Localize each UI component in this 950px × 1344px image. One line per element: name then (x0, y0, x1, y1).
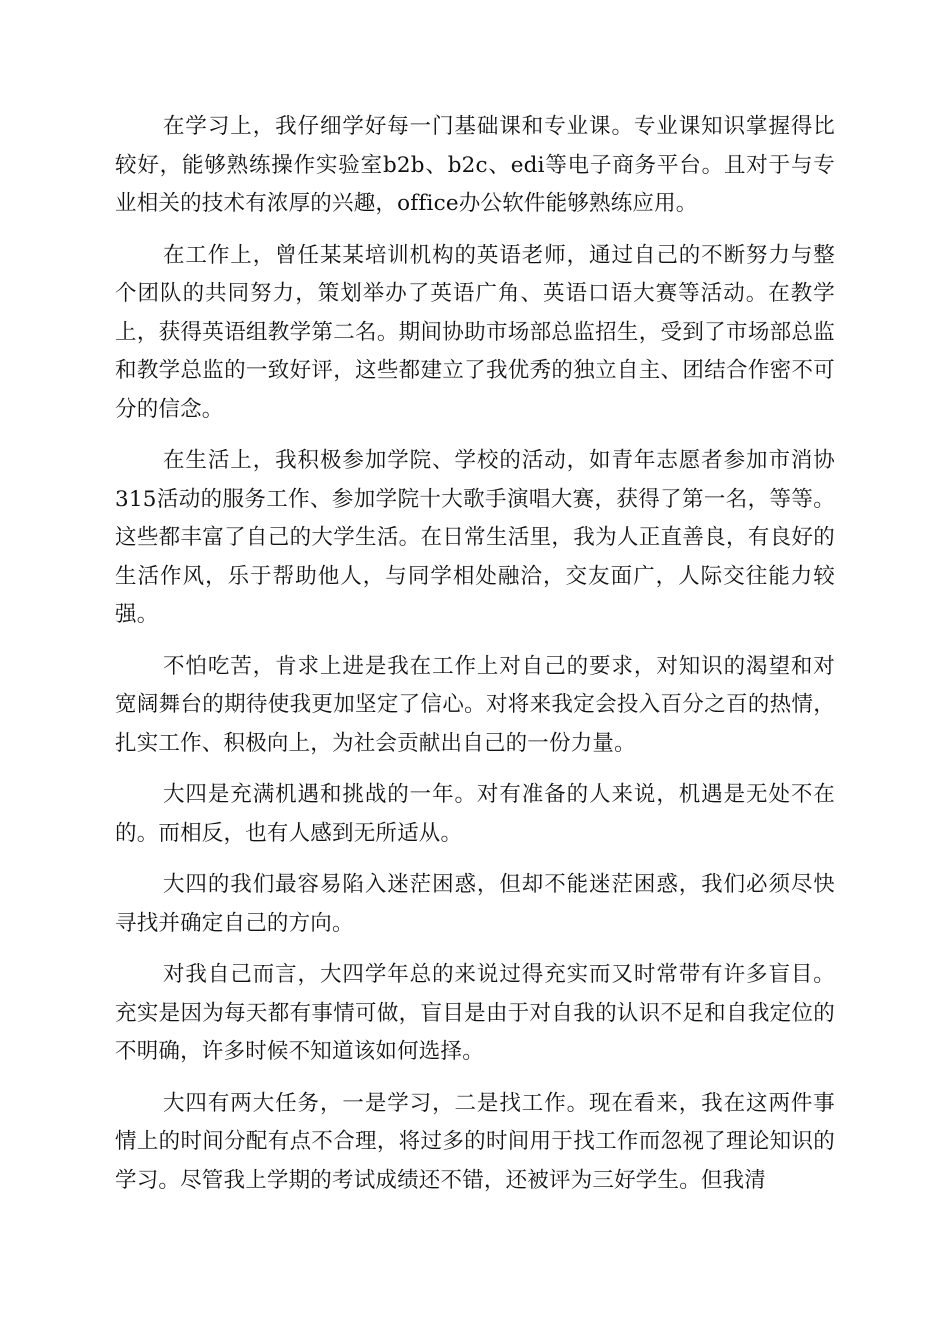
paragraph-work: 在工作上，曾任某某培训机构的英语老师，通过自己的不断努力与整个团队的共同努力，策划举办了英语广角、英语口语大赛等活动。在教学上，获得英语组教学第二名。期间协助市场部总监招生，受到了市场部总监和教学总监的一致好评，这些都建立了我优秀的独立自主、团结合作密不可分的信念。 (115, 242, 835, 422)
paragraph-senior-year-opportunity: 大四是充满机遇和挑战的一年。对有准备的人来说，机遇是无处不在的。而相反，也有人感到无所适从。 (115, 782, 835, 846)
paragraph-attitude: 不怕吃苦，肯求上进是我在工作上对自己的要求，对知识的渴望和对宽阔舞台的期待使我更加坚定了信心。对将来我定会投入百分之百的热情，扎实工作、积极向上，为社会贡献出自己的一份力量。 (115, 653, 835, 756)
paragraph-senior-year-confusion: 大四的我们最容易陷入迷茫困惑，但却不能迷茫困惑，我们必须尽快寻找并确定自己的方向。 (115, 872, 835, 936)
paragraph-self-reflection: 对我自己而言，大四学年总的来说过得充实而又时常带有许多盲目。充实是因为每天都有事情可做，盲目是由于对自我的认识不足和自我定位的不明确，许多时候不知道该如何选择。 (115, 962, 835, 1064)
paragraph-two-tasks: 大四有两大任务，一是学习，二是找工作。现在看来，我在这两件事情上的时间分配有点不合理，将过多的时间用于找工作而忽视了理论知识的学习。尽管我上学期的考试成绩还不错，还被评为三好学生。但我清 (115, 1090, 835, 1193)
paragraph-life: 在生活上，我积极参加学院、学校的活动，如青年志愿者参加市消协315活动的服务工作、参加学院十大歌手演唱大赛，获得了第一名，等等。这些都丰富了自己的大学生活。在日常生活里，我为人正直善良，有良好的生活作风，乐于帮助他人，与同学相处融洽，交友面广，人际交往能力较强。 (115, 448, 835, 627)
document-body (115, 108, 835, 1213)
paragraph-study: 在学习上，我仔细学好每一门基础课和专业课。专业课知识掌握得比较好，能够熟练操作实验室b2b、b2c、edi等电子商务平台。且对于与专业相关的技术有浓厚的兴趣，office办公软件能够熟练应用。 (115, 114, 835, 216)
